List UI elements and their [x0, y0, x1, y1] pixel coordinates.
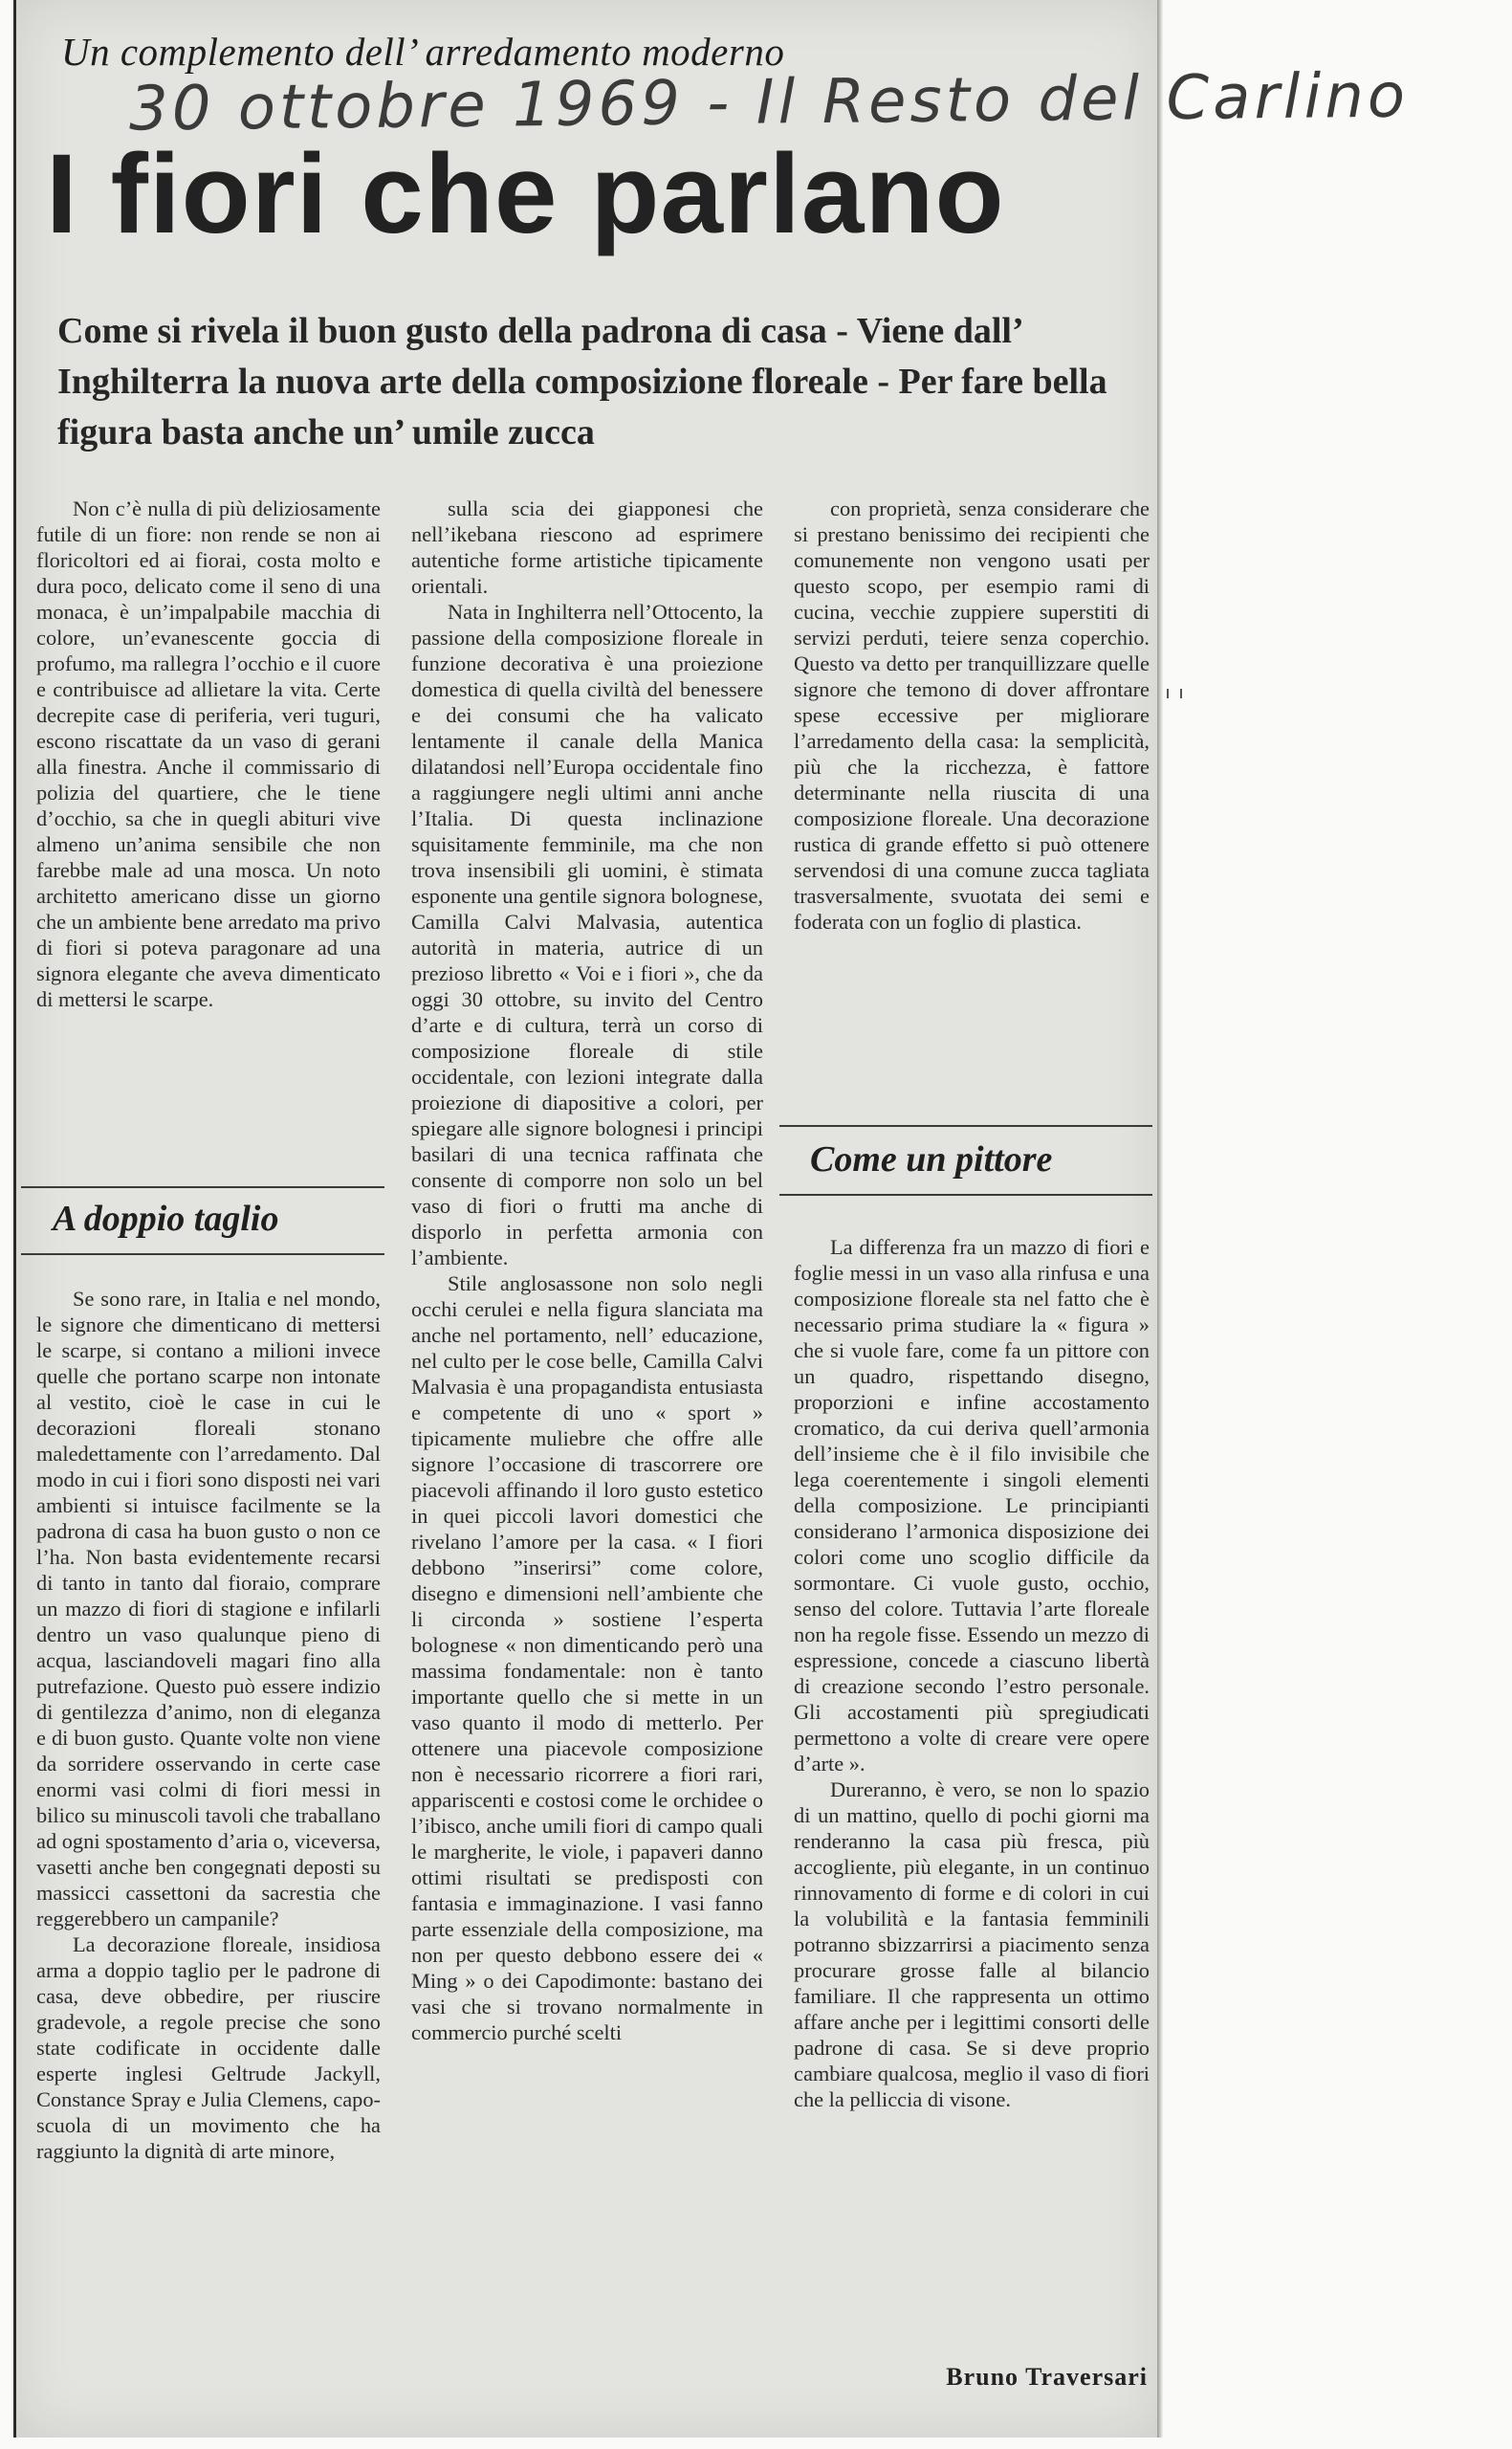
paragraph: La differenza fra un mazzo di fiori e foglie messi in un vaso alla rinfusa e una composizione floreale sta nel fatto che è necessario prima studiare la « figura » che si vuole fare, come fa un pittore con un quadro, rispettando disegno, proporzioni e infine accostamento cromatico, da cui deriva quell’armonia dell’insieme che è il filo invisibile che lega coerentemente i singoli elementi della composizione. Le principianti considerano l’armonica disposizione dei colori come uno scoglio difficile da sormontare. Ci vuole gusto, occhio, senso del colore. Tuttavia l’arte floreale non ha regole fisse. Essendo un mezzo di espressione, concede a ciascuno libertà di creazione secondo l’estro personale. Gli accostamenti più spregiudicati permettono a volte di creare vere opere d’arte ».: [794, 1235, 1150, 1776]
kicker: Un complemento dell’ arredamento moderno: [61, 30, 785, 74]
section-rule: [779, 1194, 1152, 1196]
clipping-edge: [1157, 0, 1163, 2438]
paragraph: Dureranno, è vero, se non lo spazio di un mattino, quello di pochi giorni ma renderanno la casa più fresca, più accogliente, più elegante, in un continuo rinnovamento di forme e di colori in cui la volubilità e la fantasia femminili potranno sbizzarrirsi a piacimento senza procurare grosse falle al bilancio familiare. Il che rappresenta un ottimo affare anche per i legittimi consorti delle padrone di casa. Se si deve proprio cambiare qualcosa, meglio il vaso di fiori che la pelliccia di visone.: [794, 1777, 1150, 2111]
subheadline: Come si rivela il buon gusto della padrona di casa - Viene dall’ Inghilterra la nuova arte della composizione floreale - Per fare bella figura basta anche un’ umile zucca: [57, 311, 1107, 452]
column-3-top: [794, 496, 1150, 935]
handwritten-note: 30 ottobre 1969 - Il Resto del Carlino: [128, 60, 1410, 145]
byline: Bruno Traversari: [946, 2363, 1148, 2391]
section-rule: [21, 1253, 384, 1255]
margin-mark: [1167, 689, 1182, 698]
paragraph: Stile anglosassone non solo negli occhi cerulei e nella figura slanciata ma anche nel portamento, nell’ educazione, nel culto per le cose belle, Camilla Calvi Malvasia è una propagandista entusiasta e competente di uno « sport » tipicamente muliebre che offre alle signore l’occasione di trascorrere ore piacevoli affinando il loro gusto estetico in quei piccoli lavori domestici che rivelano l’amore per la casa. « I fiori debbono ”inserirsi” come colore, disegno e dimensioni nell’ambiente che li circonda » sostiene l’esperta bolognese « non dimenticando però una massima fondamentale: non è tanto importante quello che si mette in un vaso quanto il modo di metterlo. Per ottenere una piacevole composizione non è necessario ricorrere a fiori rari, appariscenti e costosi come le orchidee o l’ibisco, anche umili fiori di campo quali le margherite, le viole, i papaveri danno ottimi risultati se predisposti con fantasia e immaginazione. I vasi fanno parte essenziale della composizione, ma non per questo debbono essere dei « Ming » o dei Capodimonte: bastano dei vasi che si trovano normalmente in commercio purché scelti: [411, 1271, 763, 2044]
section-rule: [21, 1186, 384, 1188]
section-title-come-un-pittore: Come un pittore: [810, 1139, 1053, 1180]
paragraph: Non c’è nulla di più deliziosamente futile di un fiore: non rende se non ai floricoltori ed ai fiorai, costa molto e dura poco, delicato come il seno di una monaca, è un’impalpabile macchia di colore, un’evanescente goccia di profumo, ma rallegra l’occhio e il cuore e contribuisce ad allietare la vita. Certe decrepite case di periferia, veri tuguri, escono riscattate da un vaso di gerani alla finestra. Anche il commissario di polizia del quartiere, che le tiene d’occhio, sa che in quegli abituri vive almeno un’anima sensibile che non farebbe male ad una mosca. Un noto architetto americano disse un giorno che un ambiente bene arredato ma privo di fiori si poteva paragonare ad una signora elegante che aveva dimenticato di mettersi le scarpe.: [36, 496, 381, 1011]
section-rule: [779, 1125, 1152, 1127]
column-1-top: [36, 496, 381, 1012]
section-title-doppio-taglio: A doppio taglio: [53, 1199, 279, 1239]
column-1-bottom: [36, 1286, 381, 2164]
paragraph: sulla scia dei giapponesi che nell’ikebana riescono ad esprimere autentiche forme artistiche tipicamente orientali.: [411, 496, 763, 598]
headline: I fiori che parlano: [46, 131, 1005, 257]
paragraph: con proprietà, senza considerare che si prestano benissimo dei recipienti che comunemente non vengono usati per questo scopo, per esempio rami di cucina, vecchie zuppiere superstiti di servizi perduti, teiere senza coperchio. Questo va detto per tranquillizzare quelle signore che temono di dover affrontare spese eccessive per migliorare l’arredamento della casa: la semplicità, più che la ricchezza, è fattore determinante nella riuscita di una composizione floreale. Una decorazione rustica di grande effetto si può ottenere servendosi di una comune zucca tagliata trasversalmente, svuotata dei semi e foderata con un foglio di plastica.: [794, 496, 1150, 934]
column-3-bottom: [794, 1234, 1150, 2112]
paragraph: La decorazione floreale, insidiosa arma a doppio taglio per le padrone di casa, deve obbedire, per riuscire gradevole, a regole precise che sono state codificate in occidente dalle esperte inglesi Geltrude Jackyll, Constance Spray e Julia Clemens, capo-scuola di un movimento che ha raggiunto la dignità di arte minore,: [36, 1932, 381, 2163]
paragraph: Se sono rare, in Italia e nel mondo, le signore che dimenticano di mettersi le scarpe, si contano a milioni invece quelle che portano scarpe non intonate al vestito, cioè le case in cui le decorazioni floreali stonano maledettamente con l’arredamento. Dal modo in cui i fiori sono disposti nei vari ambienti si intuisce facilmente se la padrona di casa ha buon gusto o non ce l’ha. Non basta evidentemente recarsi di tanto in tanto dal fioraio, comprare un mazzo di fiori di stagione e infilarli dentro un vaso qualunque pieno di acqua, lasciandoveli magari fino alla putrefazione. Questo può essere indizio di gentilezza d’animo, non di eleganza e di buon gusto. Quante volte non viene da sorridere osservando in certe case enormi vasi colmi di fiori messi in bilico su minuscoli tavoli che traballano ad ogni spostamento d’aria o, viceversa, vasetti anche ben congegnati deposti su massicci cassettoni da sacrestia che reggerebbero un campanile?: [36, 1287, 381, 1931]
column-2: [411, 496, 763, 2045]
paragraph: Nata in Inghilterra nell’Ottocento, la passione della composizione floreale in funzione decorativa è una proiezione domestica di quella civiltà del benessere e dei consumi che ha valicato lentamente il canale della Manica dilatandosi nell’Europa occidentale fino a raggiungere negli ultimi anni anche l’Italia. Di questa inclinazione squisitamente femminile, ma che non trova insensibili gli uomini, è stimata esponente una gentile signora bolognese, Camilla Calvi Malvasia, autentica autorità in materia, autrice di un prezioso libretto « Voi e i fiori », che da oggi 30 ottobre, su invito del Centro d’arte e di cultura, terrà un corso di composizione floreale di stile occidentale, con lezioni integrate dalla proiezione di diapositive a colori, per spiegare alle signore bolognesi i principi basilari di una tecnica raffinata che consente di comporre non solo un bel vaso di fiori o frutti ma anche di disporlo in perfetta armonia con l’ambiente.: [411, 600, 763, 1269]
